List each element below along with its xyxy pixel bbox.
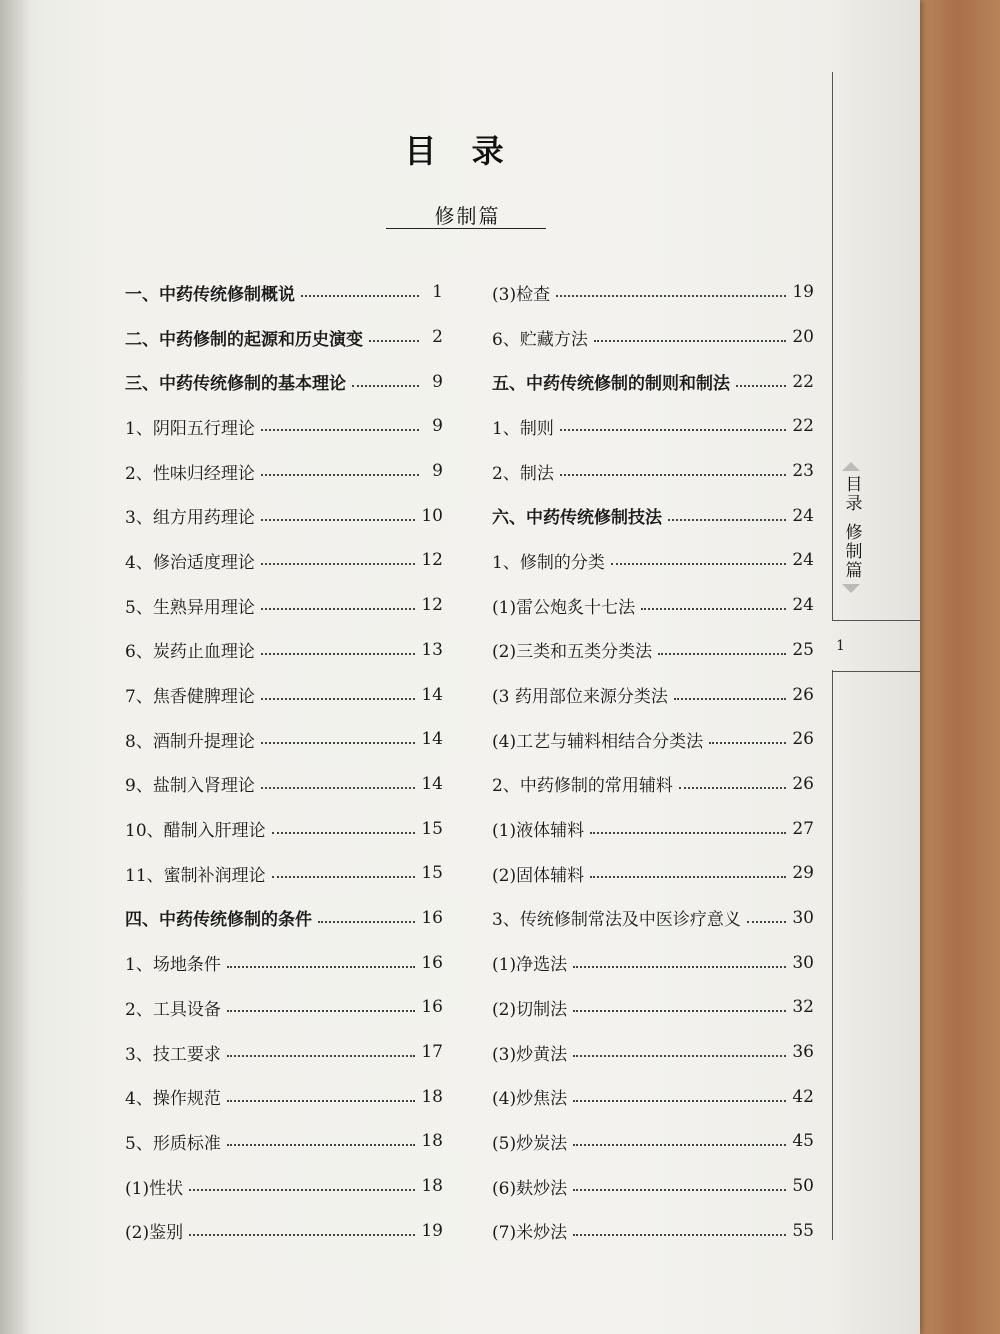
toc-entry-label: 9、盐制入肾理论: [125, 776, 255, 797]
toc-leader-dots: [227, 966, 416, 968]
toc-entry: [492, 940, 814, 985]
toc-leader-dots: [227, 1100, 416, 1102]
toc-entry-page: 26: [792, 684, 814, 705]
toc-entry: [125, 404, 443, 449]
toc-entry-label: 10、醋制入肝理论: [125, 821, 266, 842]
toc-entry-label: 3、技工要求: [125, 1044, 221, 1065]
toc-entry: [492, 1119, 814, 1164]
toc-entry: [492, 851, 814, 896]
toc-entry: [492, 315, 814, 360]
toc-leader-dots: [573, 1055, 786, 1057]
toc-leader-dots: [709, 742, 786, 744]
toc-leader-dots: [261, 653, 416, 655]
toc-entry: [492, 404, 814, 449]
toc-entry-page: 26: [792, 729, 814, 750]
toc-entry-label: 5、生熟异用理论: [125, 597, 255, 618]
toc-column-right: [492, 270, 814, 1253]
toc-entry: [492, 359, 814, 404]
toc-entry-page: 42: [792, 1086, 814, 1107]
toc-entry-label: 1、修制的分类: [492, 552, 605, 573]
toc-entry-page: 16: [421, 907, 443, 928]
toc-entry-label: (7)米炒法: [492, 1223, 568, 1244]
toc-entry: [125, 896, 443, 941]
toc-entry: [125, 806, 443, 851]
toc-leader-dots: [261, 742, 416, 744]
toc-entry-page: 22: [792, 371, 814, 392]
toc-leader-dots: [611, 563, 787, 565]
toc-entry-label: 五、中药传统修制的制则和制法: [492, 374, 730, 395]
section-title: 修制篇: [434, 204, 501, 228]
toc-entry-label: (1)净选法: [492, 955, 568, 976]
toc-leader-dots: [272, 876, 416, 878]
toc-entry-label: 8、酒制升提理论: [125, 731, 255, 752]
toc-entry-label: (1)性状: [125, 1178, 184, 1199]
page-number: 1: [836, 638, 845, 654]
toc-entry-page: 24: [792, 595, 814, 616]
toc-entry-page: 10: [421, 505, 443, 526]
toc-entry-page: 36: [792, 1042, 814, 1063]
margin-rule-top: [832, 72, 833, 620]
toc-leader-dots: [590, 832, 786, 834]
toc-leader-dots: [594, 340, 787, 342]
toc-entry: [125, 1030, 443, 1075]
toc-entry: [492, 449, 814, 494]
toc-entry: [492, 672, 814, 717]
toc-entry-label: 一、中药传统修制概说: [125, 284, 295, 305]
section-title-underline: [386, 228, 546, 229]
toc-entry: [492, 762, 814, 807]
toc-entry-label: 2、性味归经理论: [125, 463, 255, 484]
toc-entry-label: 1、制则: [492, 418, 554, 439]
toc-entry-label: 7、焦香健脾理论: [125, 687, 255, 708]
triangle-up-icon: [842, 462, 860, 471]
toc-entry: [492, 1164, 814, 1209]
toc-leader-dots: [261, 787, 416, 789]
toc-entry-label: 2、中药修制的常用辅料: [492, 776, 673, 797]
toc-entry-page: 29: [792, 863, 814, 884]
toc-entry: [125, 672, 443, 717]
toc-entry: [125, 717, 443, 762]
toc-entry: [492, 270, 814, 315]
toc-entry: [492, 493, 814, 538]
toc-entry-page: 9: [432, 416, 443, 437]
toc-entry: [125, 583, 443, 628]
toc-leader-dots: [556, 295, 786, 297]
toc-entry-page: 32: [792, 997, 814, 1018]
toc-entry-page: 17: [421, 1042, 443, 1063]
toc-entry-page: 18: [421, 1176, 443, 1197]
toc-entry: [492, 1208, 814, 1253]
page-number-box: [832, 620, 920, 672]
toc-leader-dots: [189, 1189, 415, 1191]
toc-entry-page: 19: [421, 1220, 443, 1241]
toc-leader-dots: [560, 474, 787, 476]
toc-entry-page: 22: [792, 416, 814, 437]
toc-entry-label: 5、形质标准: [125, 1133, 221, 1154]
toc-leader-dots: [674, 698, 787, 700]
toc-entry: [492, 1030, 814, 1075]
toc-entry-page: 50: [792, 1176, 814, 1197]
toc-entry-label: 三、中药传统修制的基本理论: [125, 374, 346, 395]
toc-entry-label: 6、贮藏方法: [492, 329, 588, 350]
side-tab-top-text: 目录: [841, 475, 862, 513]
toc-entry-label: (5)炒炭法: [492, 1133, 568, 1154]
toc-entry-label: 3、组方用药理论: [125, 508, 255, 529]
toc-entry: [125, 538, 443, 583]
toc-entry-page: 14: [421, 684, 443, 705]
toc-entry: [125, 359, 443, 404]
toc-entry-page: 16: [421, 997, 443, 1018]
toc-entry-page: 13: [421, 639, 443, 660]
triangle-down-icon: [842, 584, 860, 593]
toc-entry: [492, 538, 814, 583]
toc-leader-dots: [261, 563, 416, 565]
toc-entry: [492, 628, 814, 673]
toc-entry-page: 18: [421, 1086, 443, 1107]
toc-entry-page: 9: [432, 371, 443, 392]
toc-leader-dots: [668, 519, 786, 521]
toc-leader-dots: [227, 1144, 416, 1146]
toc-entry-label: 1、阴阳五行理论: [125, 418, 255, 439]
toc-leader-dots: [573, 1189, 786, 1191]
toc-entry-page: 30: [792, 952, 814, 973]
toc-leader-dots: [227, 1055, 416, 1057]
toc-leader-dots: [261, 519, 416, 521]
toc-leader-dots: [658, 653, 786, 655]
toc-leader-dots: [352, 385, 419, 387]
toc-entry-page: 12: [421, 595, 443, 616]
toc-entry-page: 30: [792, 907, 814, 928]
toc-entry-page: 9: [432, 461, 443, 482]
toc-entry: [125, 940, 443, 985]
toc-leader-dots: [369, 340, 419, 342]
margin-rule-bottom: [832, 670, 833, 1240]
toc-entry-page: 15: [421, 863, 443, 884]
toc-leader-dots: [318, 921, 415, 923]
toc-entry: [492, 806, 814, 851]
toc-entry-page: 27: [792, 818, 814, 839]
toc-entry-label: 2、制法: [492, 463, 554, 484]
toc-entry: [125, 315, 443, 360]
toc-entry-page: 1: [432, 282, 443, 303]
toc-leader-dots: [301, 295, 419, 297]
toc-entry: [125, 1119, 443, 1164]
toc-entry: [125, 762, 443, 807]
toc-entry-page: 12: [421, 550, 443, 571]
toc-entry-label: 2、工具设备: [125, 999, 221, 1020]
toc-entry-label: (2)固体辅料: [492, 865, 585, 886]
toc-entry-page: 16: [421, 952, 443, 973]
toc-entry: [492, 985, 814, 1030]
page-title: 目 录: [404, 132, 516, 170]
toc-entry-page: 26: [792, 773, 814, 794]
toc-entry-page: 24: [792, 505, 814, 526]
toc-entry-label: (4)工艺与辅料相结合分类法: [492, 731, 704, 752]
toc-entry-page: 14: [421, 729, 443, 750]
toc-entry-page: 25: [792, 639, 814, 660]
toc-entry: [492, 896, 814, 941]
toc-leader-dots: [261, 429, 419, 431]
toc-entry-label: (3)检查: [492, 284, 551, 305]
toc-leader-dots: [679, 787, 787, 789]
toc-entry: [125, 1164, 443, 1209]
toc-entry-page: 55: [792, 1220, 814, 1241]
toc-entry: [492, 717, 814, 762]
toc-entry-label: 二、中药修制的起源和历史演变: [125, 329, 363, 350]
toc-leader-dots: [641, 608, 786, 610]
toc-leader-dots: [261, 474, 419, 476]
toc-entry-label: (1)雷公炮炙十七法: [492, 597, 636, 618]
toc-entry: [492, 1074, 814, 1119]
toc-entry-page: 2: [432, 327, 443, 348]
toc-entry-label: (3)炒黄法: [492, 1044, 568, 1065]
toc-entry-label: (1)液体辅料: [492, 821, 585, 842]
toc-entry-label: (6)麸炒法: [492, 1178, 568, 1199]
toc-entry-label: 11、蜜制补润理论: [125, 865, 266, 886]
toc-leader-dots: [261, 698, 416, 700]
toc-entry-label: (2)鉴别: [125, 1223, 184, 1244]
side-tab: [838, 462, 864, 612]
toc-entry: [125, 1208, 443, 1253]
toc-entry: [125, 1074, 443, 1119]
toc-entry-page: 24: [792, 550, 814, 571]
toc-leader-dots: [573, 1010, 786, 1012]
toc-leader-dots: [573, 1234, 786, 1236]
toc-entry-label: (4)炒焦法: [492, 1089, 568, 1110]
side-tab-bottom-text: 修制篇: [841, 523, 862, 580]
toc-entry-label: 1、场地条件: [125, 955, 221, 976]
toc-entry-label: (2)三类和五类分类法: [492, 642, 653, 663]
toc-entry: [125, 985, 443, 1030]
toc-entry: [492, 583, 814, 628]
toc-entry: [125, 851, 443, 896]
toc-entry-page: 45: [792, 1131, 814, 1152]
toc-entry-page: 19: [792, 282, 814, 303]
toc-leader-dots: [272, 832, 416, 834]
toc-entry-page: 18: [421, 1131, 443, 1152]
toc-leader-dots: [227, 1010, 416, 1012]
toc-leader-dots: [573, 1144, 786, 1146]
toc-entry-page: 15: [421, 818, 443, 839]
toc-entry-label: (3 药用部位来源分类法: [492, 687, 668, 708]
toc-entry-label: (2)切制法: [492, 999, 568, 1020]
toc-leader-dots: [560, 429, 787, 431]
toc-column-left: [125, 270, 443, 1253]
toc-entry-label: 4、操作规范: [125, 1089, 221, 1110]
toc-entry-label: 4、修治适度理论: [125, 552, 255, 573]
toc-leader-dots: [747, 921, 787, 923]
toc-leader-dots: [261, 608, 416, 610]
toc-entry: [125, 628, 443, 673]
toc-leader-dots: [573, 966, 786, 968]
toc-entry: [125, 270, 443, 315]
toc-leader-dots: [189, 1234, 415, 1236]
toc-entry-page: 20: [792, 327, 814, 348]
toc-entry: [125, 493, 443, 538]
toc-leader-dots: [573, 1100, 786, 1102]
toc-entry-label: 四、中药传统修制的条件: [125, 910, 312, 931]
toc-leader-dots: [590, 876, 786, 878]
toc-entry-page: 14: [421, 773, 443, 794]
toc-entry-label: 六、中药传统修制技法: [492, 508, 662, 529]
toc-entry-label: 6、炭药止血理论: [125, 642, 255, 663]
toc-entry-page: 23: [792, 461, 814, 482]
toc-entry-label: 3、传统修制常法及中医诊疗意义: [492, 910, 741, 931]
toc-leader-dots: [736, 385, 786, 387]
toc-entry: [125, 449, 443, 494]
